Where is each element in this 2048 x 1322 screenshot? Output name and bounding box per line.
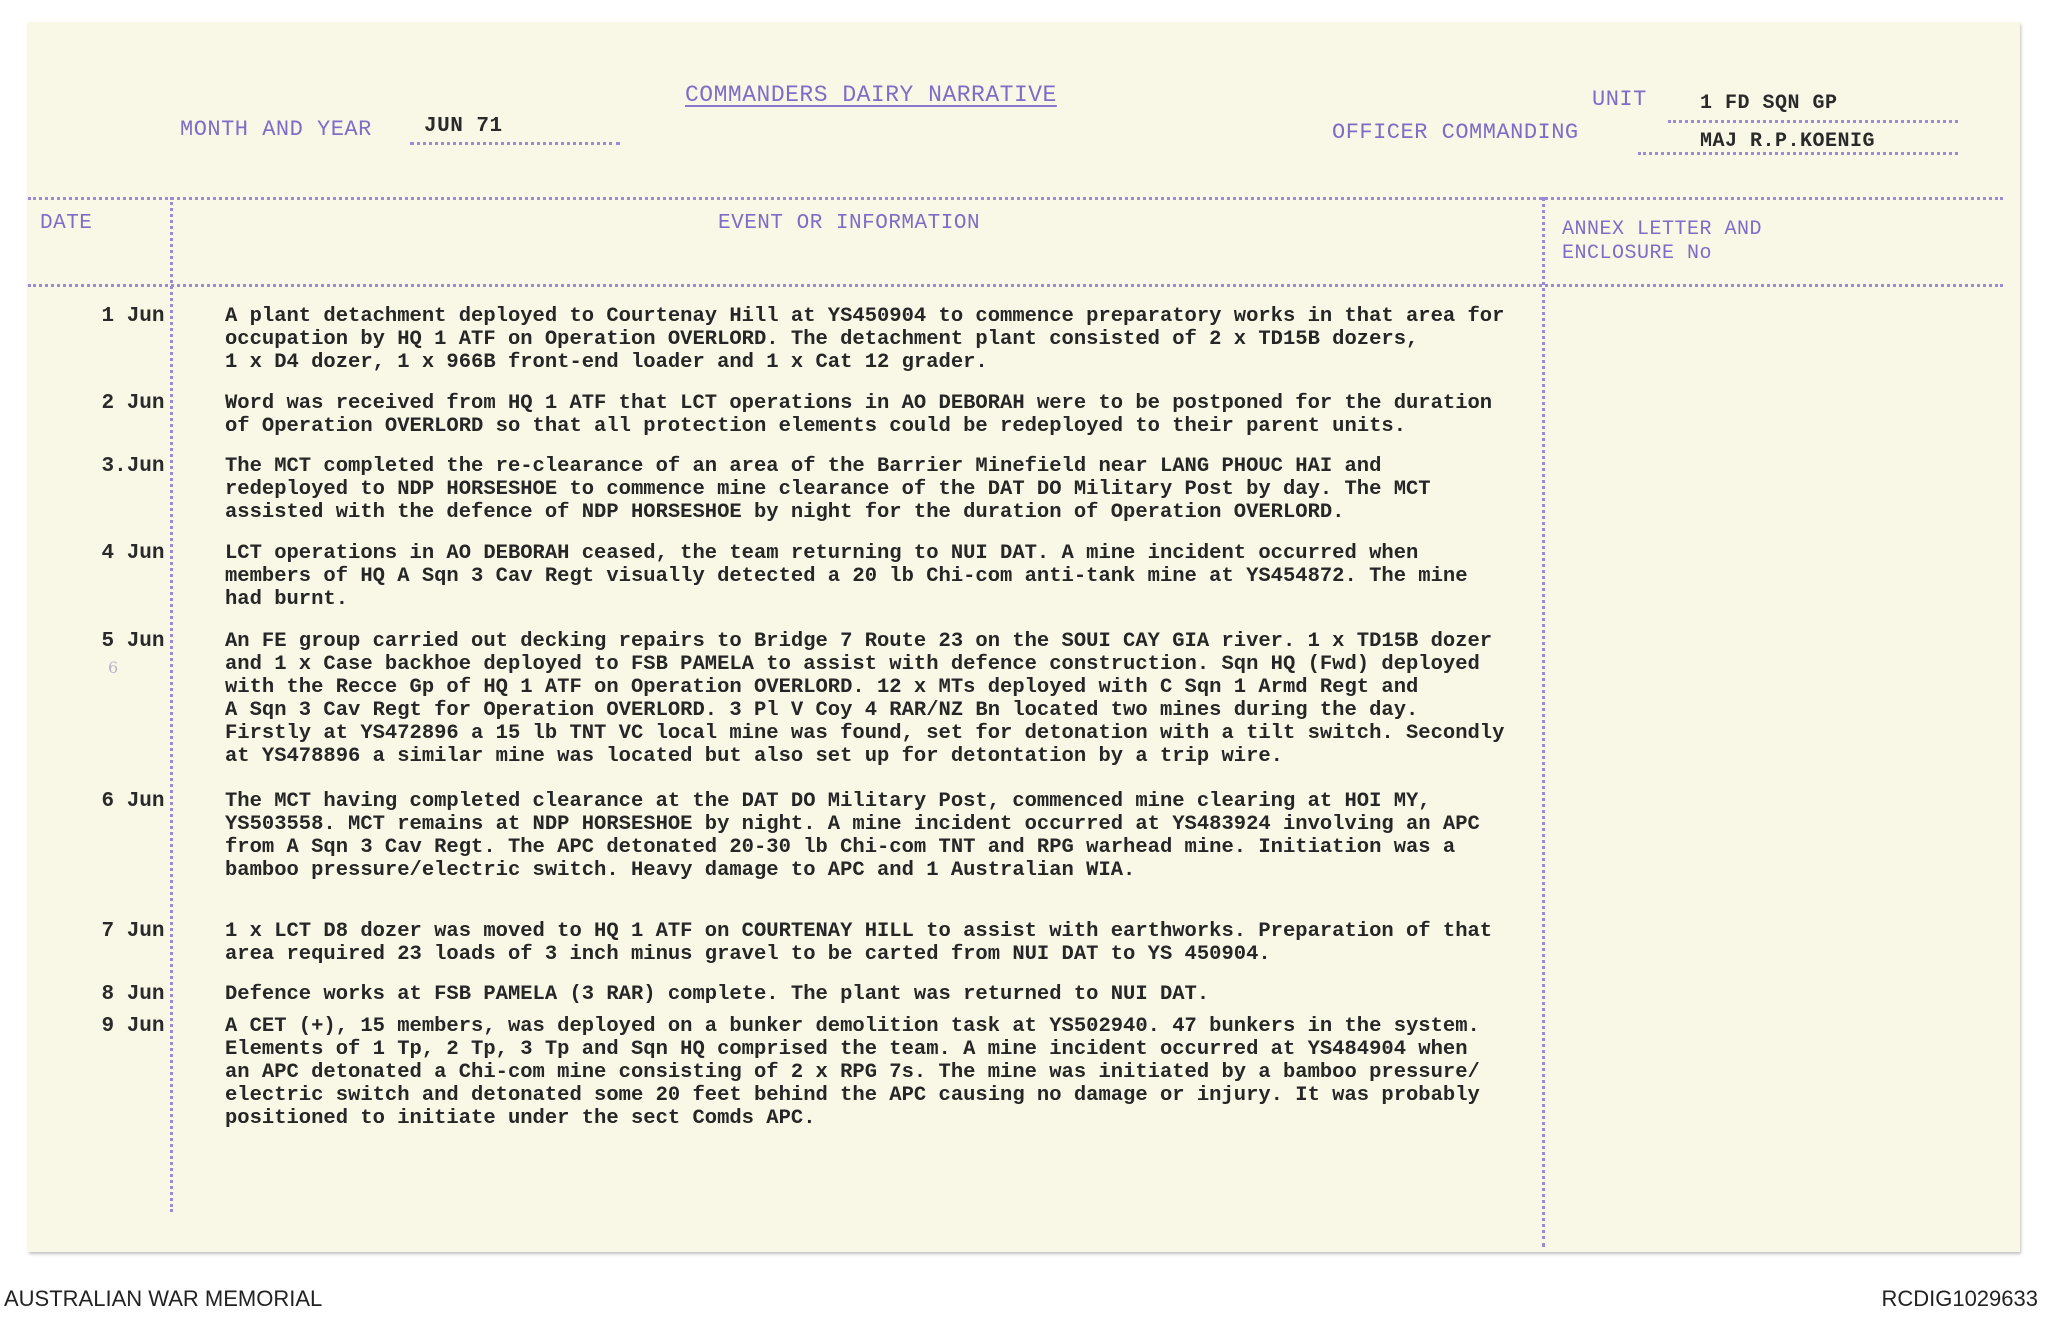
- entry-text: The MCT completed the re-clearance of an area of the Barrier Minefield near LANG PHOUC HAI and redeployed to NDP HORSESHOE to commence mine clearance of the DAT DO Military Post by day. The MCT assisted with the defence of NDP HORSESHOE by night for the duration of Operation OVERLORD.: [225, 455, 1431, 524]
- entry-text: LCT operations in AO DEBORAH ceased, the team returning to NUI DAT. A mine incident occurred when members of HQ A Sqn 3 Cav Regt visually detected a 20 lb Chi-com anti-tank mine at YS454872. The mine had burnt.: [225, 542, 1468, 611]
- column-header-date: DATE: [40, 212, 93, 235]
- footer-archive-name: AUSTRALIAN WAR MEMORIAL: [4, 1286, 323, 1311]
- margin-note: 6: [108, 658, 119, 677]
- footer-record-id: RCDIG1029633: [1881, 1286, 2038, 1311]
- document-title: COMMANDERS DAIRY NARRATIVE: [685, 82, 1057, 108]
- entry-text: An FE group carried out decking repairs to Bridge 7 Route 23 on the SOUI CAY GIA river. 1 x TD15B dozer and 1 x Case backhoe deployed to FSB PAMELA to assist with defence construction. Sqn HQ (Fwd) deployed with the Recce Gp of HQ 1 ATF on Operation OVERLORD. 12 x MTs deployed with C Sqn 1 Armd Regt and A Sqn 3 Cav Regt for Operation OVERLORD. 3 Pl V Coy 4 RAR/NZ Bn located two mines during the day. Firstly at YS472896 a 15 lb TNT VC local mine was found, set for detonation with a tilt switch. Secondly at YS478896 a similar mine was located but also set up for detontation by a trip wire.: [225, 630, 1505, 768]
- entry-date: 7 Jun: [101, 920, 165, 943]
- table-header-bottom-rule: [28, 284, 2003, 287]
- entry-date: 2 Jun: [101, 392, 165, 415]
- date-column-divider: [170, 197, 173, 1212]
- officer-underline: [1638, 152, 1958, 155]
- entry-text: Word was received from HQ 1 ATF that LCT operations in AO DEBORAH were to be postponed for the duration of Operation OVERLORD so that all protection elements could be redeployed to their parent units.: [225, 392, 1493, 438]
- table-top-rule: [28, 197, 2003, 200]
- entry-date: 3.Jun: [101, 455, 165, 478]
- unit-underline: [1668, 120, 1958, 123]
- column-header-annex-line2: ENCLOSURE No: [1562, 242, 1713, 265]
- entry-text: A plant detachment deployed to Courtenay Hill at YS450904 to commence preparatory works in that area for occupation by HQ 1 ATF on Operation OVERLORD. The detachment plant consisted of 2 x TD15B dozers, 1 x D4 dozer, 1 x 966B front-end loader and 1 x Cat 12 grader.: [225, 305, 1505, 374]
- unit-label: UNIT: [1592, 87, 1647, 112]
- entry-date: 1 Jun: [101, 305, 165, 328]
- month-year-underline: [410, 142, 620, 145]
- month-year-label: MONTH AND YEAR: [180, 117, 372, 142]
- entry-date: 6 Jun: [101, 790, 165, 813]
- entry-text: 1 x LCT D8 dozer was moved to HQ 1 ATF on COURTENAY HILL to assist with earthworks. Preparation of that area required 23 loads of 3 inch minus gravel to be carted from NUI DAT to YS 450904.: [225, 920, 1493, 966]
- officer-label: OFFICER COMMANDING: [1332, 120, 1579, 145]
- entry-date: 4 Jun: [101, 542, 165, 565]
- column-header-event: EVENT OR INFORMATION: [718, 212, 981, 235]
- unit-value: 1 FD SQN GP: [1700, 92, 1838, 115]
- entry-date: 9 Jun: [101, 1015, 165, 1038]
- entry-text: A CET (+), 15 members, was deployed on a bunker demolition task at YS502940. 47 bunkers in the system. Elements of 1 Tp, 2 Tp, 3 Tp and Sqn HQ comprised the team. A mine incident occurred at YS484904 when an APC detonated a Chi-com mine consisting of 2 x RPG 7s. The mine was initiated by a bamboo pressure/ electric switch and detonated some 20 feet behind the APC causing no damage or injury. It was probably positioned to initiate under the sect Comds APC.: [225, 1015, 1480, 1130]
- entry-text: The MCT having completed clearance at the DAT DO Military Post, commenced mine clearing at HOI MY, YS503558. MCT remains at NDP HORSESHOE by night. A mine incident occurred at YS483924 involving an APC from A Sqn 3 Cav Regt. The APC detonated 20-30 lb Chi-com TNT and RPG warhead mine. Initiation was a bamboo pressure/electric switch. Heavy damage to APC and 1 Australian WIA.: [225, 790, 1480, 882]
- entry-date: 5 Jun: [101, 630, 165, 653]
- document-sheet: [28, 22, 2020, 1252]
- month-year-value: JUN 71: [424, 115, 503, 138]
- column-header-annex-line1: ANNEX LETTER AND: [1562, 218, 1763, 241]
- entry-text: Defence works at FSB PAMELA (3 RAR) complete. The plant was returned to NUI DAT.: [225, 983, 1210, 1006]
- officer-value: MAJ R.P.KOENIG: [1700, 130, 1876, 153]
- entry-date: 8 Jun: [101, 983, 165, 1006]
